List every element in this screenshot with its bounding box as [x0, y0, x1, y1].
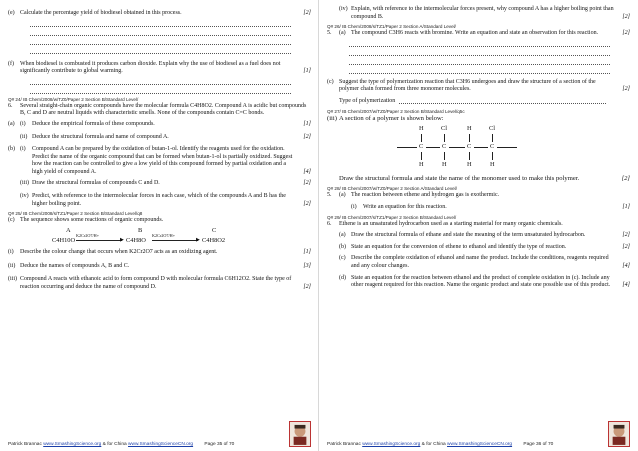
q24-a-label: (a)	[8, 120, 15, 127]
q25-c-ii-text: Deduce the names of compounds A, B and C.	[20, 262, 130, 269]
atom: H	[419, 125, 424, 133]
q26-c	[327, 79, 630, 94]
question-f	[8, 61, 311, 76]
bond	[444, 134, 445, 142]
q28-i	[327, 204, 630, 212]
q24-a-i-marks: [1]	[303, 120, 311, 127]
q25-c-ii-label: (ii)	[8, 262, 16, 269]
q24-intro	[8, 103, 311, 118]
q27-iii-text: A section of a polymer is shown below:	[339, 114, 444, 122]
page-number: Page 35 of 70	[204, 442, 235, 447]
q29-d-text: State an equation for the reaction between ethanol and the product of complete oxidation in (c). Include any other reagent required for this reaction. Name the organic product and state one possible use of this product.	[351, 274, 611, 289]
q25-c-iii	[8, 276, 311, 291]
q24-num: 6.	[8, 102, 13, 109]
q24-a-ii-text: Deduce the structural formula and name of compound A.	[32, 133, 169, 140]
bond	[474, 147, 488, 148]
q24-a-ii-label: (ii)	[20, 133, 28, 140]
q25-c-iii-marks: [2]	[303, 283, 311, 290]
answer-line	[349, 49, 610, 56]
q24-header: Q# 24/ IB Chem/2008/w/TZ0/Paper 2 Section B/Standard Level/	[8, 96, 139, 102]
q29-c-marks: [4]	[622, 262, 630, 269]
q28-i-label: (i)	[351, 203, 357, 210]
q29-b-text: State an equation for the conversion of ethene to ethanol and identify the type of reaction.	[351, 243, 567, 250]
q25-c-iii-label: (iii)	[8, 276, 17, 283]
q29-d	[327, 275, 630, 290]
q29-a	[327, 232, 630, 240]
author-avatar	[289, 421, 311, 447]
q25-c-ii-marks: [3]	[303, 262, 311, 269]
marks-f: [1]	[303, 68, 311, 75]
q28-num: 5.	[327, 192, 332, 199]
q25-c-i-marks: [1]	[303, 248, 311, 255]
scheme-A: A	[66, 226, 71, 234]
q24-b-iv-text: Predict, with reference to the intermolecular forces in each case, which of the compounds A and B has the higher boiling point.	[32, 193, 286, 207]
atom: C	[419, 143, 424, 151]
q28-a-text: The reaction between ethene and hydrogen gas is exothermic.	[351, 192, 500, 199]
bond	[469, 152, 470, 160]
page-footer	[327, 442, 630, 447]
bond	[421, 134, 422, 142]
q28-a-label: (a)	[339, 192, 346, 199]
q24-a-i	[8, 121, 311, 129]
answer-line	[349, 40, 610, 47]
q26-a-marks: [2]	[622, 30, 630, 37]
q29-b-label: (b)	[339, 243, 346, 250]
q29-a-text: Draw the structural formula of ethane and state the meaning of the term unsaturated hydrocarbon.	[351, 232, 586, 239]
question-iv	[327, 6, 630, 21]
answer-line	[30, 87, 291, 94]
answer-line	[30, 20, 291, 27]
answer-line	[349, 58, 610, 65]
q25-c-i-label: (i)	[8, 248, 14, 255]
q29-b-marks: [2]	[622, 243, 630, 250]
question-e	[8, 10, 311, 18]
q26-a	[327, 30, 630, 38]
q24-b-label: (b)	[8, 146, 15, 153]
q27-draw-marks: [2]	[621, 175, 630, 183]
bond	[492, 134, 493, 142]
scheme-r2: C4H8O	[126, 236, 146, 244]
q26-c-text: Suggest the type of polymerization reaction that C3H6 undergoes and draw the structure of a section of the polymer chain formed from three monomer molecules.	[339, 78, 596, 93]
atom: H	[419, 161, 424, 169]
answer-line	[30, 47, 291, 54]
q28-i-text: Write an equation for this reaction.	[363, 203, 447, 210]
text-e: Calculate the percentage yield of biodiesel obtained in this process.	[20, 10, 182, 16]
polymer-structure	[387, 125, 630, 175]
atom: H	[490, 161, 495, 169]
marks-e: [2]	[303, 10, 311, 16]
q29-d-label: (d)	[339, 274, 346, 281]
answer-line	[349, 67, 610, 74]
q28-header: Q# 28/ IB Chem/2007/w/TZ0/Paper 2 Section A/Standard Level/	[327, 186, 457, 192]
q24-b-i	[8, 146, 311, 176]
q29-intro	[327, 221, 630, 229]
marks-iv: [2]	[622, 13, 630, 20]
atom: Cl	[441, 125, 448, 133]
q24-b-iii-label: (iii)	[20, 179, 29, 186]
q26-c-label: (c)	[327, 78, 334, 85]
answer-line	[30, 29, 291, 36]
scheme-B: B	[138, 226, 143, 234]
bond	[469, 134, 470, 142]
type-line-label: Type of polymerization	[339, 97, 396, 104]
footer-link-china[interactable]: www.SmashingScienceCN.org	[447, 442, 513, 447]
label-f: (f)	[8, 60, 14, 67]
page-footer	[8, 442, 311, 447]
type-of-polymerization	[327, 98, 630, 106]
scheme-arrow	[152, 240, 198, 241]
footer-link[interactable]: www.SmashingScience.org	[362, 442, 421, 447]
scheme-C: C	[212, 226, 217, 234]
q29-c	[327, 255, 630, 270]
scheme-arrow	[76, 240, 122, 241]
q26-num: 5.	[327, 30, 332, 37]
label-iv: (iv)	[339, 6, 348, 12]
q25-c-i-text: Describe the colour change that occurs when K2Cr2O7 acts as an oxidizing agent.	[20, 248, 218, 255]
q28-a	[327, 192, 630, 200]
q29-num: 6.	[327, 220, 332, 227]
atom: C	[467, 143, 472, 151]
q29-a-label: (a)	[339, 232, 346, 239]
q25-c-ii	[8, 263, 311, 271]
q24-a-ii	[8, 134, 311, 142]
atom: C	[442, 143, 447, 151]
q25-c-i	[8, 249, 311, 257]
bond	[449, 147, 465, 148]
q24-b-iii-text: Draw the structural formulas of compounds C and D.	[32, 179, 160, 186]
bond	[426, 147, 440, 148]
q24-intro-text: Several straight-chain organic compounds have the molecular formula C4H8O2. Compound A is acidic but compounds B, C and D are neutral liquids with characteristic smells. None of the compounds contain C=C bonds.	[20, 102, 307, 117]
q29-header: Q# 29/ IB Chem/2007/s/TZ1/Paper 2 Section B/Standard Level/	[327, 214, 457, 220]
answer-line	[30, 78, 291, 85]
q29-intro-text: Ethene is an unsaturated hydrocarbon used as a starting material for many organic chemicals.	[339, 220, 563, 227]
q24-b-i-label: (i)	[20, 146, 26, 153]
atom: Cl	[489, 125, 496, 133]
text-iv: Explain, with reference to the intermolecular forces present, why compound A has a higher boiling point than compound B.	[351, 6, 614, 20]
q29-a-marks: [2]	[622, 232, 630, 239]
bond	[397, 147, 417, 148]
q24-b-i-marks: [4]	[303, 168, 311, 175]
q27-draw	[327, 175, 630, 183]
scheme-r3: C4H8O2	[202, 236, 226, 244]
label-e: (e)	[8, 10, 15, 16]
q27-iii-label: (iii)	[327, 114, 337, 122]
q24-b-iv	[8, 193, 311, 208]
bond	[497, 147, 517, 148]
right-page	[319, 0, 638, 451]
q27-iii	[327, 115, 630, 123]
q24-b-iii	[8, 180, 311, 188]
q28-i-marks: [1]	[622, 203, 630, 210]
scheme-arrowhead: ▶	[120, 237, 124, 243]
q25-c-label: (c)	[8, 217, 15, 224]
q29-d-marks: [4]	[622, 282, 630, 289]
scheme-r1: C4H10O	[52, 236, 76, 244]
bond	[421, 152, 422, 160]
q24-b-iv-marks: [2]	[303, 200, 311, 207]
q26-c-marks: [2]	[622, 86, 630, 93]
q24-a-i-text: Deduce the empirical formula of these compounds.	[32, 120, 155, 127]
atom: H	[442, 161, 447, 169]
scheme-cond2: K2Cr2O7/H+	[152, 232, 176, 238]
q25-c-iii-text: Compound A reacts with ethanoic acid to form compound D with molecular formula C6H12O2. State the type of reaction occurring and deduce the name of compound D.	[20, 276, 292, 290]
footer-author: Patrick Brannac	[8, 442, 42, 447]
footer-link-china[interactable]: www.SmashingScienceCN.org	[128, 442, 194, 447]
atom: H	[467, 125, 472, 133]
q25-header: Q# 25/ IB Chem/2008/s/TZ1/Paper 2 Section B/Standard Level/q8	[8, 211, 143, 217]
reaction-scheme	[48, 227, 311, 247]
footer-amp: & for China	[421, 442, 446, 447]
q24-a-ii-marks: [2]	[303, 133, 311, 140]
q26-a-label: (a)	[339, 30, 346, 37]
q24-b-iv-label: (iv)	[20, 193, 29, 200]
text-f: When biodiesel is combusted it produces carbon dioxide. Explain why the use of biodiesel as a fuel does not significantly contribute to global warming.	[20, 60, 281, 75]
q25-c-intro: The sequence shows some reactions of organic compounds.	[20, 217, 164, 224]
atom: C	[490, 143, 495, 151]
author-avatar	[608, 421, 630, 447]
bond	[492, 152, 493, 160]
bond	[444, 152, 445, 160]
answer-line	[30, 38, 291, 45]
q24-a-i-label: (i)	[20, 120, 26, 127]
footer-link[interactable]: www.SmashingScience.org	[43, 442, 102, 447]
q27-header: Q# 27/ IB Chem/2007/w/TZ0/Paper 2 Section B/Standard Level/q5c	[327, 108, 465, 114]
q24-b-iii-marks: [2]	[303, 179, 311, 186]
footer-author: Patrick Brannac	[327, 442, 361, 447]
q29-c-label: (c)	[339, 255, 346, 262]
scheme-arrowhead: ▶	[196, 237, 200, 243]
atom: H	[467, 161, 472, 169]
q24-b-i-text: Compound A can be prepared by the oxidation of butan-1-ol. Identify the reagents used for the oxidation. Predict the name of the organic compound that can be formed when butan-1-ol is partially oxidized. Suggest how the reaction can be controlled to give a low yield of this compound formed by partial oxidation and a high yield of compound A.	[32, 146, 293, 175]
q29-c-text: Describe the complete oxidation of ethanol and name the product. Include the conditions, reagents required and any colour changes.	[351, 255, 609, 269]
footer-amp: & for China	[102, 442, 127, 447]
answer-line	[399, 98, 606, 104]
q25-c	[8, 217, 311, 225]
q29-b	[327, 244, 630, 252]
scheme-cond1: K2Cr2O7/H+	[76, 232, 100, 238]
q26-header: Q# 26/ IB Chem/2008/s/TZ1/Paper 2 Section A/Standard Level/	[327, 24, 456, 30]
q27-draw-text: Draw the structural formula and state the name of the monomer used to make this polymer.	[339, 175, 580, 183]
page-number: Page 36 of 70	[523, 442, 554, 447]
q26-a-text: The compound C3H6 reacts with bromine. Write an equation and state an observation for this reaction.	[351, 30, 599, 37]
